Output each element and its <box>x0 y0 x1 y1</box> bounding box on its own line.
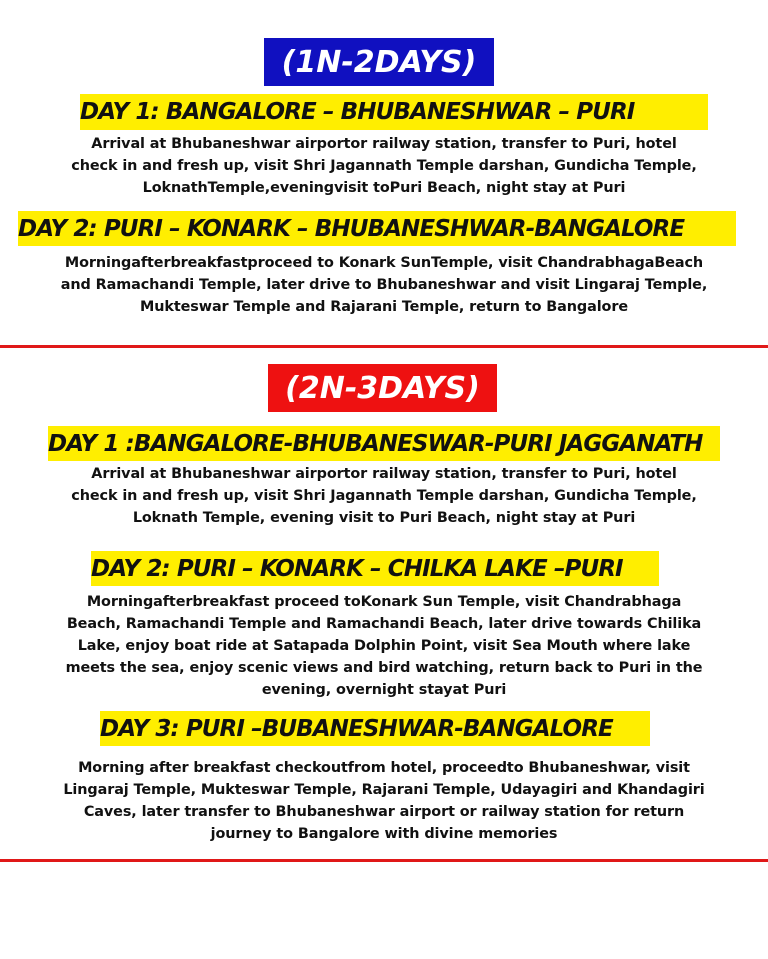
description-line: LoknathTemple,eveningvisit toPuri Beach, night stay at Puri <box>142 180 626 196</box>
section-divider <box>0 345 768 348</box>
description-line: Caves, later transfer to Bhubaneshwar airport or railway station for return <box>83 804 685 820</box>
day-title: DAY 2: PURI – KONARK – BHUBANESHWAR-BANGALORE <box>18 215 685 242</box>
description-line: and Ramachandi Temple, later drive to Bhubaneshwar and visit Lingaraj Temple, <box>60 277 708 293</box>
description-line: Beach, Ramachandi Temple and Ramachandi Beach, later drive towards Chilika <box>66 616 702 632</box>
description-line: Morning after breakfast checkoutfrom hotel, proceedto Bhubaneshwar, visit <box>78 760 690 776</box>
description-line: check in and fresh up, visit Shri Jagannath Temple darshan, Gundicha Temple, <box>71 158 697 174</box>
day-heading-s2-d2 <box>91 551 671 586</box>
package-badge-label: (2N-3DAYS) <box>285 370 480 406</box>
package-badge-label: (1N-2DAYS) <box>281 44 477 80</box>
day-title: DAY 2: PURI – KONARK – CHILKA LAKE –PURI <box>91 555 623 582</box>
day-description-s2-d2 <box>0 591 768 701</box>
description-line: Mukteswar Temple and Rajarani Temple, return to Bangalore <box>140 299 628 315</box>
day-heading-s2-d3 <box>100 711 660 746</box>
description-line: Morningafterbreakfast proceed toKonark Sun Temple, visit Chandrabhaga <box>86 594 682 610</box>
section-divider <box>0 859 768 862</box>
description-line: journey to Bangalore with divine memories <box>210 826 558 842</box>
description-line: check in and fresh up, visit Shri Jagannath Temple darshan, Gundicha Temple, <box>71 488 697 504</box>
day-heading-s1-d2 <box>18 211 738 246</box>
day-title: DAY 3: PURI –BUBANESHWAR-BANGALORE <box>100 715 613 742</box>
description-line: Morningafterbreakfastproceed to Konark SunTemple, visit ChandrabhagaBeach <box>64 255 704 271</box>
description-line: meets the sea, enjoy scenic views and bird watching, return back to Puri in the <box>65 660 703 676</box>
description-line: Lingaraj Temple, Mukteswar Temple, Rajarani Temple, Udayagiri and Khandagiri <box>63 782 705 798</box>
day-description-s1-d2 <box>0 252 768 318</box>
day-title: DAY 1 :BANGALORE-BHUBANESWAR-PURI JAGGANATH <box>48 430 703 457</box>
package-badge-2n-3days <box>268 364 497 412</box>
description-line: evening, overnight stayat Puri <box>261 682 507 698</box>
day-description-s2-d1 <box>0 463 768 529</box>
day-title: DAY 1: BANGALORE – BHUBANESHWAR – PURI <box>80 99 635 125</box>
day-heading-s2-d1 <box>48 426 738 461</box>
package-badge-1n-2days <box>264 38 494 86</box>
day-heading-s1-d1 <box>80 94 720 130</box>
description-line: Lake, enjoy boat ride at Satapada Dolphin Point, visit Sea Mouth where lake <box>77 638 691 654</box>
description-line: Arrival at Bhubaneshwar airportor railway station, transfer to Puri, hotel <box>91 136 677 152</box>
description-line: Loknath Temple, evening visit to Puri Beach, night stay at Puri <box>132 510 636 526</box>
day-description-s2-d3 <box>0 757 768 845</box>
day-description-s1-d1 <box>0 133 768 199</box>
description-line: Arrival at Bhubaneshwar airportor railway station, transfer to Puri, hotel <box>91 466 677 482</box>
